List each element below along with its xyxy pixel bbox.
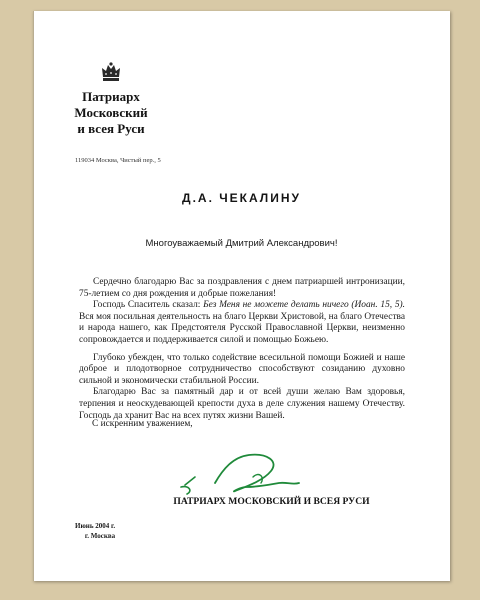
letterhead-line: и всея Руси (77, 121, 145, 136)
recipient-heading: Д.А. ЧЕКАЛИНУ (182, 191, 301, 205)
body-paragraph: Сердечно благодарю Вас за поздравления с днем патриаршей интронизации, 75-летием со дня рождения и добрые пожелания! (79, 277, 405, 299)
letter-date (75, 521, 115, 541)
scripture-reference: (Иоан. 15, 5). (348, 300, 405, 311)
letterhead-address: 119034 Москва, Чистый пер., 5 (75, 157, 161, 164)
signatory-title: ПАТРИАРХ МОСКОВСКИЙ И ВСЕЯ РУСИ (173, 496, 370, 507)
body-paragraph (79, 300, 405, 346)
letterhead-line: Московский (74, 105, 148, 120)
crown-icon (100, 61, 122, 83)
body-paragraph: Благодарю Вас за памятный дар и от всей души желаю Вам здоровья, терпения и неоскудевающей крепости духа в деле служения нашему Отечеству. Господь да хранит Вас на всех путях жизни Вашей. (79, 387, 405, 421)
letter-body (79, 277, 405, 422)
date-line: Июнь 2004 г. (75, 522, 116, 530)
handwritten-signature (175, 447, 305, 499)
scripture-quote: Без Меня не можете делать ничего (203, 300, 349, 311)
place-line: г. Москва (84, 532, 116, 540)
body-text: Господь Спаситель сказал: (93, 300, 204, 311)
letter-sheet (33, 11, 450, 581)
closing-phrase: С искренним уважением, (92, 419, 193, 429)
body-paragraph: Глубоко убежден, что только содействие всесильной помощи Божией и наше доброе и плодотворное сотрудничество способствуют созиданию духовно сильной и экономически стабильной России. (79, 352, 405, 386)
body-text: Вся моя посильная деятельность на благо Церкви Христовой, на благо Отечества и народа нашего, как Предстоятеля Русской Православной Церкви, неизменно сопровождается и поддерживается силой и помощью Божьею. (79, 311, 405, 345)
letterhead-title (61, 89, 161, 137)
letterhead-line: Патриарх (82, 89, 140, 104)
salutation: Многоуважаемый Дмитрий Александрович! (145, 238, 338, 249)
